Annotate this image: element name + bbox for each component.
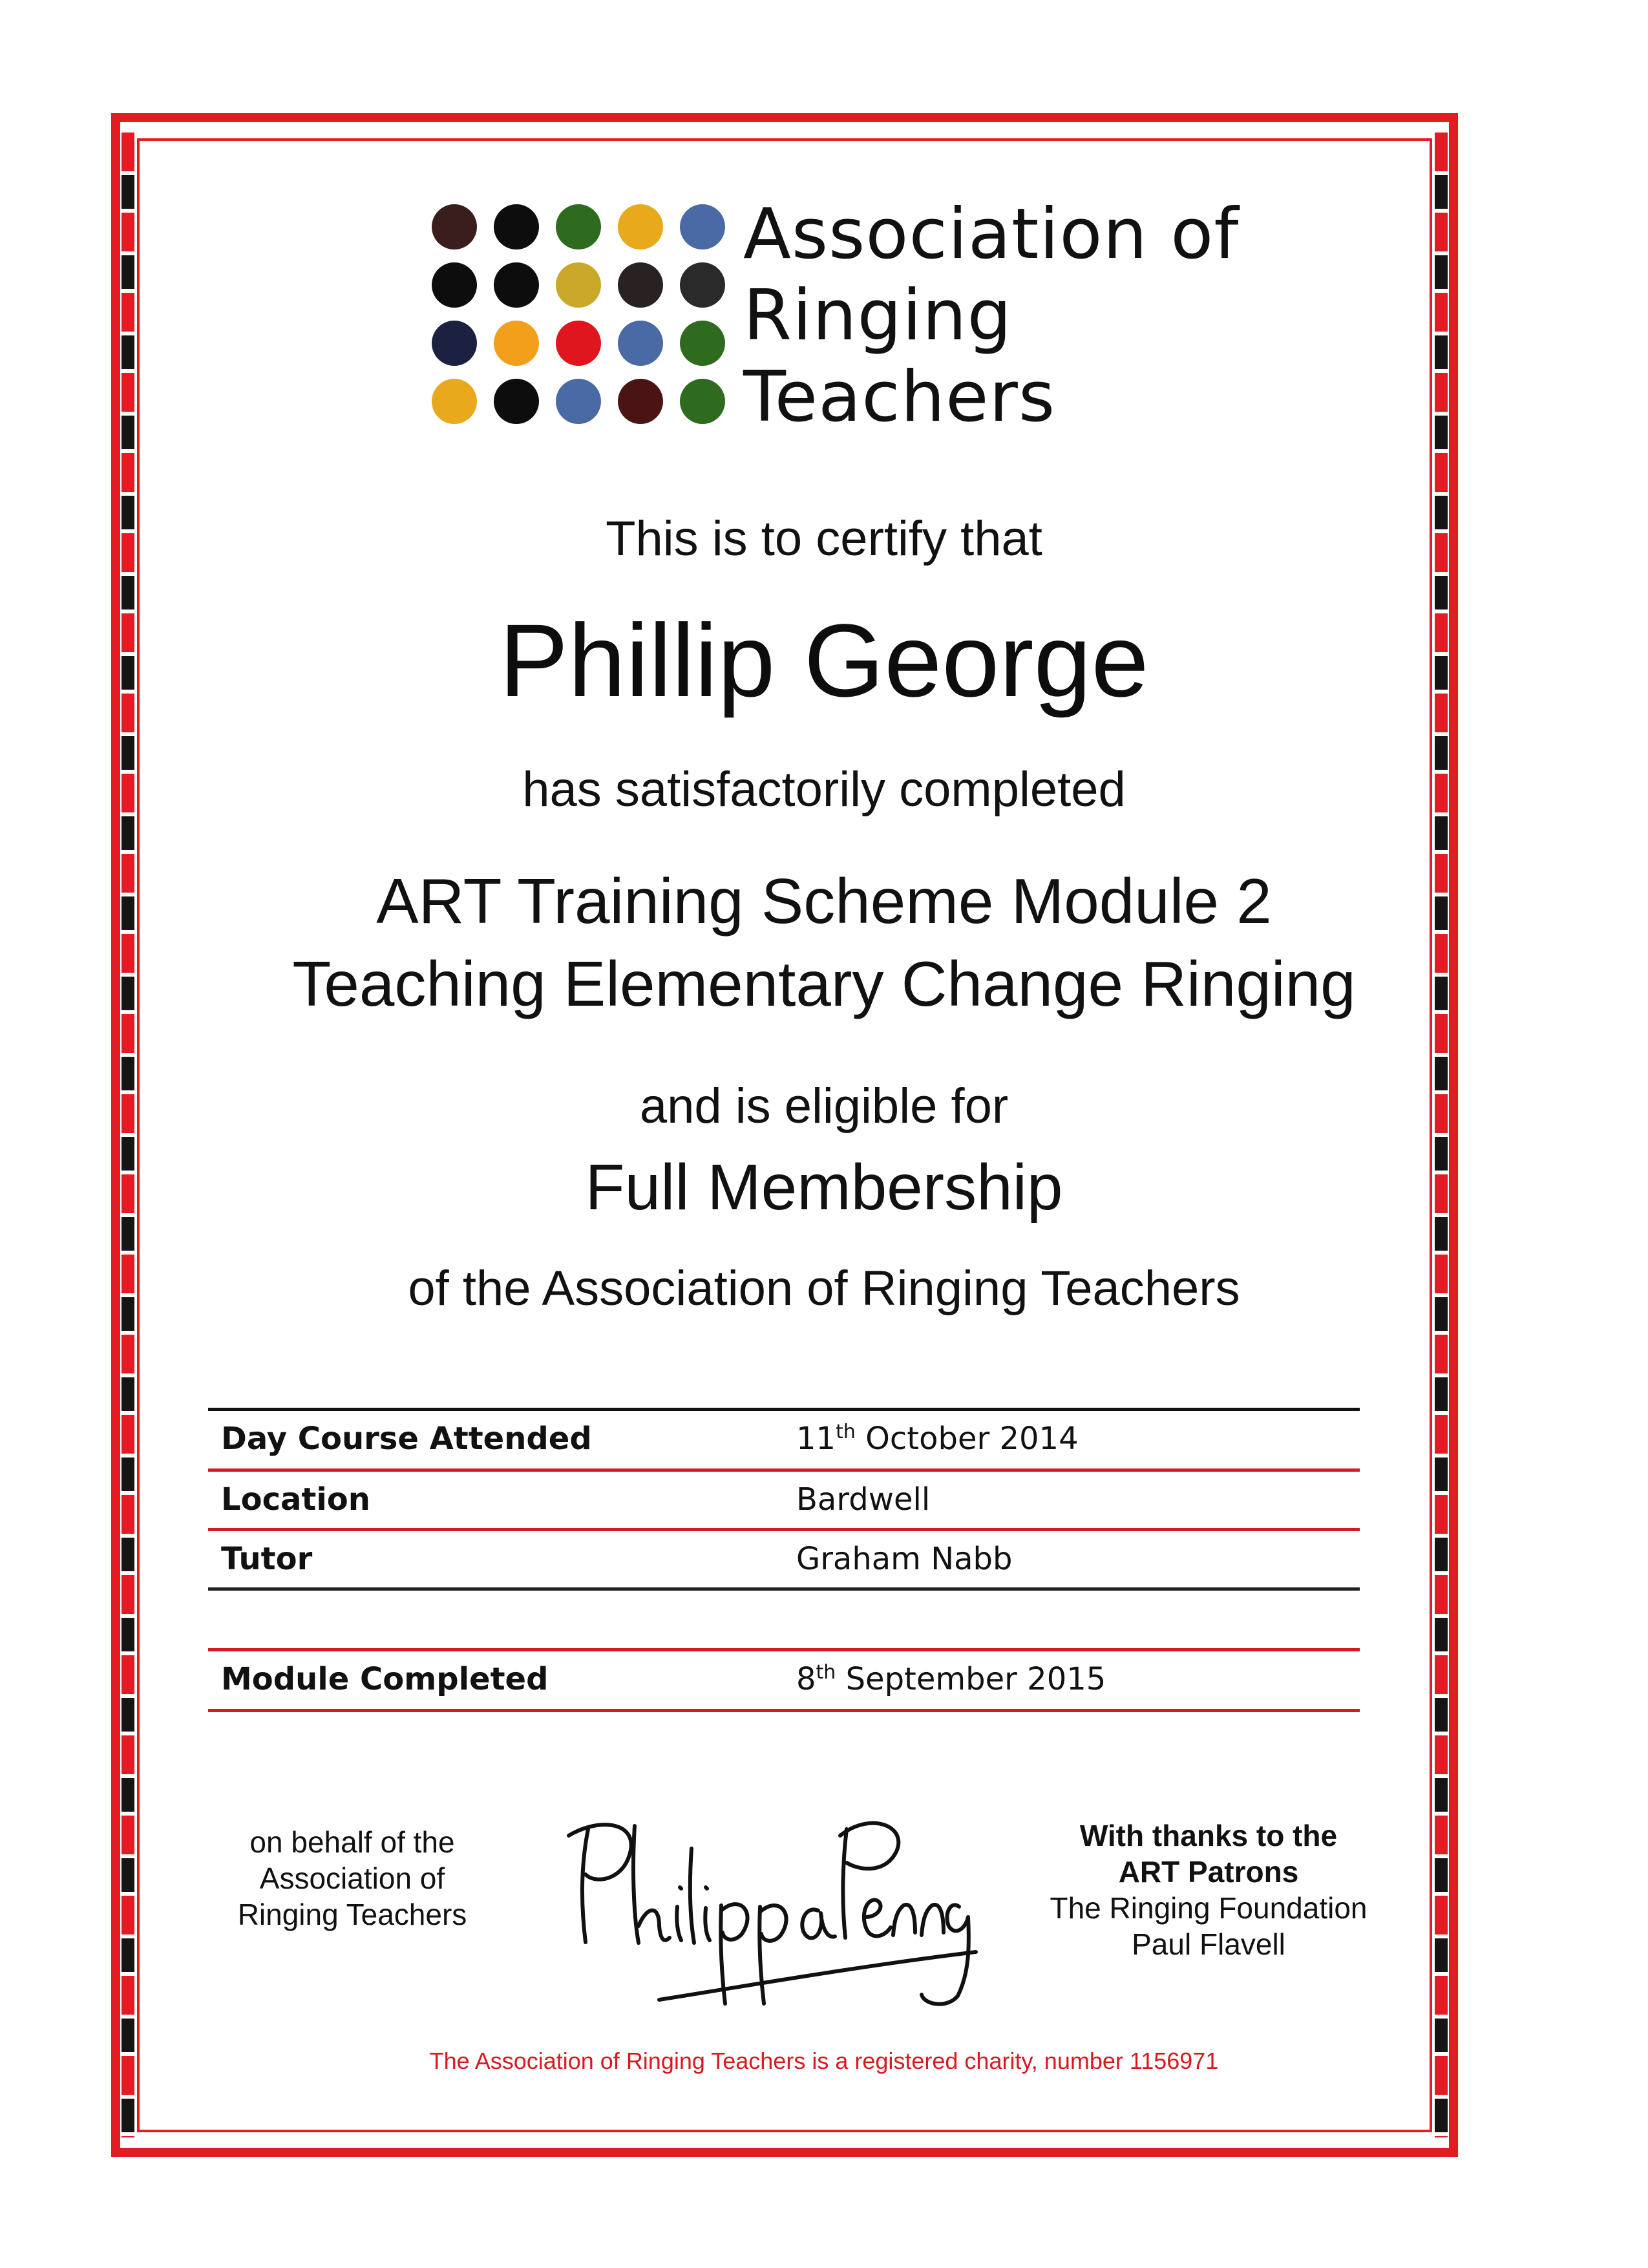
logo-dot — [680, 379, 725, 424]
right-stripe-border — [1435, 132, 1448, 2137]
behalf-line-1: on behalf of the — [249, 1825, 455, 1859]
logo-dot — [432, 321, 477, 366]
association-line: of the Association of Ringing Teachers — [408, 1261, 1240, 1316]
logo-dot — [618, 321, 663, 366]
logo-dot — [618, 204, 663, 249]
module-title-line-1: ART Training Scheme Module 2 — [376, 865, 1272, 937]
completed-line: has satisfactorily completed — [522, 762, 1126, 817]
module-completed-label: Module Completed — [221, 1661, 549, 1697]
logo-dot — [556, 321, 601, 366]
left-stripe-border — [121, 132, 134, 2137]
details-rule — [208, 1587, 1360, 1591]
day-course-value — [796, 1421, 1079, 1457]
recipient-name: Phillip George — [499, 602, 1149, 718]
patron-2: Paul Flavell — [1132, 1927, 1285, 1961]
logo-dot-grid — [432, 204, 729, 437]
patron-1: The Ringing Foundation — [1050, 1891, 1368, 1925]
thanks-line-1: With thanks to the — [1079, 1819, 1338, 1852]
day-course-suffix: th — [836, 1421, 856, 1443]
certify-line: This is to certify that — [606, 511, 1042, 566]
logo-line-2: Ringing — [743, 275, 1013, 356]
module-completed-value — [796, 1661, 1106, 1697]
day-course-month-year: October 2014 — [855, 1421, 1079, 1457]
logo-dot — [556, 262, 601, 308]
thanks-line-2: ART Patrons — [1118, 1855, 1299, 1889]
module-completed-month-year: September 2015 — [836, 1661, 1106, 1697]
logo-line-1: Association of — [743, 194, 1240, 275]
module-title — [0, 860, 1648, 1025]
location-label: Location — [221, 1481, 370, 1518]
day-course-day: 11 — [796, 1421, 836, 1457]
charity-registration-note: The Association of Ringing Teachers is a registered charity, number 1156971 — [429, 2048, 1219, 2074]
details-rule — [208, 1468, 1360, 1472]
logo-dot — [556, 379, 601, 424]
logo-dot — [556, 204, 601, 249]
logo-dot — [680, 204, 725, 249]
behalf-line-2: Association of — [259, 1861, 445, 1895]
tutor-label: Tutor — [221, 1541, 313, 1577]
details-top-rule — [208, 1408, 1360, 1411]
location-value: Bardwell — [796, 1481, 931, 1518]
details-rule — [208, 1528, 1360, 1531]
module-completed-suffix: th — [816, 1661, 836, 1684]
patrons-thanks-block — [1034, 1818, 1383, 1962]
logo-dot — [494, 321, 539, 366]
logo-dot — [618, 262, 663, 308]
behalf-line-3: Ringing Teachers — [237, 1898, 467, 1931]
logo-dot — [494, 262, 539, 308]
logo-dot — [494, 204, 539, 249]
eligible-line: and is eligible for — [639, 1079, 1009, 1134]
logo-dot — [618, 379, 663, 424]
logo-dot — [432, 379, 477, 424]
logo-dot — [432, 204, 477, 249]
module-title-line-2: Teaching Elementary Change Ringing — [292, 948, 1356, 1019]
day-course-label: Day Course Attended — [221, 1421, 592, 1457]
details-bottom-rule — [208, 1709, 1360, 1712]
details-rule — [208, 1648, 1360, 1651]
logo-line-3: Teachers — [743, 357, 1056, 438]
tutor-value: Graham Nabb — [796, 1541, 1013, 1577]
handwritten-signature — [562, 1790, 982, 2010]
logo-dot — [680, 262, 725, 308]
membership-level: Full Membership — [585, 1151, 1063, 1224]
module-completed-day: 8 — [796, 1661, 816, 1697]
on-behalf-block — [213, 1824, 491, 1933]
logo-dot — [432, 262, 477, 308]
organisation-logo-text — [743, 194, 1239, 438]
logo-dot — [494, 379, 539, 424]
logo-dot — [680, 321, 725, 366]
